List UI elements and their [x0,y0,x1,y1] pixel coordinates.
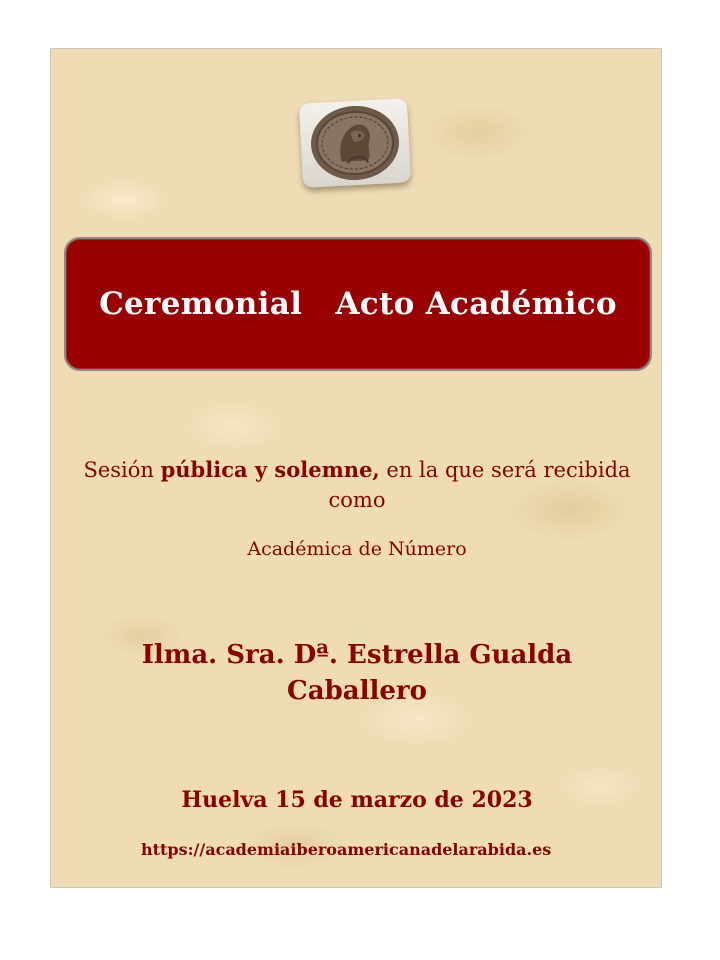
session-description [71,455,643,515]
intro-emphasis: pública y solemne, [160,457,380,482]
academy-emblem [299,98,411,188]
title-banner [64,237,652,371]
event-date: Huelva 15 de marzo de 2023 [181,787,533,813]
honoree-name [71,637,643,709]
honoree-name-line2: Caballero [287,676,427,706]
academic-role: Académica de Número [247,538,467,560]
intro-text-start: Sesión [83,458,161,482]
medallion-seal-icon [305,101,405,186]
ceremony-title: Ceremonial Acto Académico [99,286,617,322]
website-link[interactable]: https://academiaiberoamericanadelarabida.es [141,840,552,859]
intro-text-end: en la que será recibida como [328,458,631,512]
document-page [50,48,662,888]
honoree-name-line1: Ilma. Sra. Dª. Estrella Gualda [141,640,573,670]
